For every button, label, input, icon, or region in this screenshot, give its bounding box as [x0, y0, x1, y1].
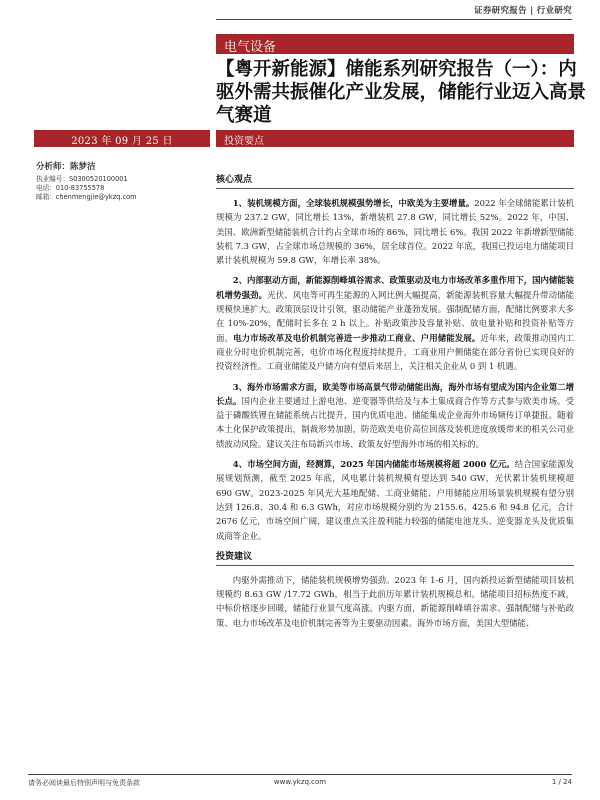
core-point-1-body: 2022 年全球储能累计装机规模为 237.2 GW，同比增长 13%，新增装机 27.8 GW，同比增长 52%。2022 年，中国、美国、欧洲新型储能装机合计约占全球市场的 86%，同比增长 6%。我国 2022 年新增新型储能装机 7.3 GW，占全球市场总规模的 36%，居全球首位。2022 年底，我国已投运电力储能项目累计装机规模为 59.8 GW，年增长率 38%。	[216, 198, 574, 266]
report-title: 【粤开新能源】储能系列研究报告（一）：内驱外需共振催化产业发展，储能行业迈入高景气赛道	[216, 59, 587, 126]
core-point-2-lead-2: 电力市场改革及电价机制完善进一步推动工商业、户用储能发展。	[233, 332, 481, 343]
core-point-2-body: 光伏、风电等可再生能源的入网比例大幅提高，新能源装机容量大幅提升带动储能规模快速扩大。政策顶层设计引领，驱动储能产业蓬勃发展。强制配储方面，配储比例要求大多在 10%-20%，配储时长多在 2 h 以上。补贴政策涉及容量补贴、放电量补贴和投资补贴等方面。	[216, 289, 575, 343]
date-banner	[34, 130, 210, 147]
core-point-4-body: 结合国家能源发展规划预测，截至 2025 年底，风电累计装机规模有望达到 540 GW，光伏累计装机规模超 690 GW。2023-2025 年风光大基地配储、工商业储能、户用储能应用场景装机规模有望分别达到 126.8、30.4 和 6.3 GWh，对应市场规模分别约为 2155.6、425.6 和 94.8 亿元，合计 2676 亿元，市场空间广阔，建议重点关注盈利能力较强的储能电池龙头、逆变器龙头及优质集成商等企业。	[216, 459, 574, 541]
main-content	[216, 172, 574, 636]
core-point-1	[216, 196, 574, 267]
website-link[interactable]: www.ykzq.com	[273, 778, 327, 786]
core-point-2-body-2: 近年来，政策推动国内工商业分时电价机制完善，电价市场化程度持续提升，工商业用户侧储能在部分省份已实现良好的投资经济性。工商业储能及户储方向有望后来居上，关注相关企业从 0 到 1 机遇。	[216, 332, 575, 372]
analyst-phone: 电话：010-83755578	[36, 184, 105, 192]
analyst-info	[36, 160, 212, 202]
section-label: 投资要点	[224, 136, 264, 147]
disclaimer-note: 请务必阅读最后特别声明与免责条款	[28, 779, 140, 787]
core-point-2-lead: 2、内部驱动方面，新能源削峰填谷需求、政策驱动及电力市场改革多重作用下，国内储能装机增势强劲。	[216, 275, 574, 300]
category-label: 电气设备	[224, 40, 277, 55]
report-date: 2023 年 09 月 25 日	[71, 136, 173, 147]
page-footer	[28, 774, 572, 788]
investment-text: 内驱外需推动下，储能装机规模增势强劲。2023 年 1-6 月，国内新投运新型储能项目装机规模约 8.63 GW /17.72 GWh，相当于此前历年累计装机规模总和。储能项目招标热度不减，中标价格逐步回暖，储能行业景气度高涨。内驱方面，新能源削峰填谷需求、强制配储与补贴政策、电力市场改革及电价机制完善等为主要驱动因素。海外市场方面，美国大型储能、	[216, 574, 574, 628]
section-banner	[216, 130, 574, 147]
page-header	[0, 0, 600, 22]
core-point-4	[216, 457, 574, 543]
core-point-4-lead: 4、市场空间方面，经测算，2025 年国内储能市场规模将超 2000 亿元。	[232, 459, 515, 470]
analyst-license: 执业编号：S0300520100001	[36, 175, 128, 183]
core-point-3-lead: 3、海外市场需求方面，欧美等市场高景气带动储能出海，海外市场有望成为国内企业第二增长点。	[216, 381, 574, 406]
core-point-2	[216, 273, 574, 373]
analyst-email[interactable]: 邮箱：chenmengjie@ykzq.com	[36, 193, 137, 201]
core-point-1-lead: 1、装机规模方面，全球装机规模强势增长，中欧美为主要增量。	[232, 198, 475, 208]
report-type-label: 证券研究报告 | 行业研究	[474, 6, 572, 16]
core-point-3	[216, 380, 574, 451]
analyst-name: 分析师：陈梦洁	[36, 162, 96, 172]
core-views-heading: 核心观点	[216, 172, 574, 189]
core-point-3-body: 国内企业主要通过上游电池、逆变器等供给及与本土集成商合作等方式参与欧美市场。受益于磷酸铁锂在储能系统占比提升，国内优质电池、储能集成企业海外市场频传订单捷报。随着本土化保护政策提出，制裁形势加剧，防范欧美电价高位回落及装机进度放缓带来的相关公司业绩波动风险。建议关注布局新兴市场、政策友好型海外市场的相关标的。	[216, 395, 575, 449]
header-divider	[216, 19, 572, 20]
category-banner	[216, 34, 574, 54]
investment-heading: 投资建议	[216, 549, 574, 566]
page-number: 1 / 24	[551, 778, 572, 786]
